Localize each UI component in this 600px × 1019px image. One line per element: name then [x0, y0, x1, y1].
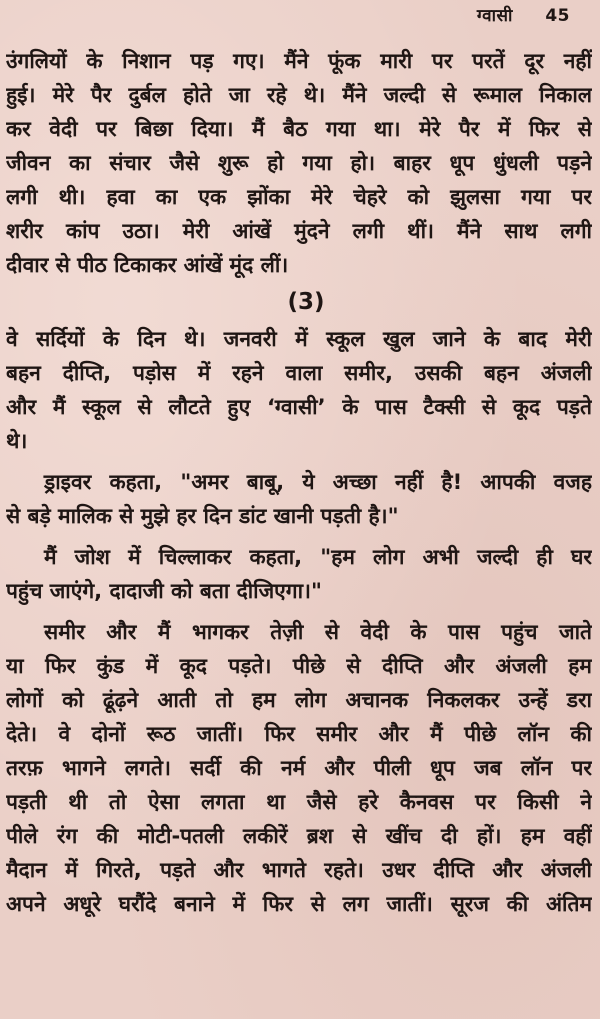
paragraph-gap [6, 458, 592, 465]
paragraph-2 [6, 322, 592, 458]
paragraph-3 [6, 465, 592, 533]
text-line: ड्राइवर कहता, "अमर बाबू, ये अच्छा नहीं है! आपकी वजह [44, 470, 592, 494]
text-line: देते। वे दोनों रूठ जातीं। फिर समीर और मैं पीछे लॉन की [6, 722, 592, 746]
page-body [6, 44, 592, 921]
page-header [477, 3, 570, 26]
text-line: बहन दीप्ति, पड़ोस में रहने वाला समीर, उसकी बहन अंजली [6, 361, 592, 385]
text-line: कर वेदी पर बिछा दिया। मैं बैठ गया था। मेरे पैर में फिर से [6, 117, 592, 141]
text-line: या फिर कुंड में कूद पड़ते। पीछे से दीप्ति और अंजली हम [6, 654, 592, 678]
paragraph-1 [6, 44, 592, 282]
page-number: 45 [545, 6, 570, 26]
text-line: उंगलियों के निशान पड़ गए। मैंने फूंक मारी पर परतें दूर नहीं [6, 49, 592, 73]
text-line: हुई। मेरे पैर दुर्बल होते जा रहे थे। मैंने जल्दी से रूमाल निकाल [6, 83, 592, 107]
paragraph-4 [6, 540, 592, 608]
text-line: वे सर्दियों के दिन थे। जनवरी में स्कूल खुल जाने के बाद मेरी [6, 327, 592, 351]
text-line: दीवार से पीठ टिकाकर आंखें मूंद लीं। [6, 253, 289, 277]
paragraph-gap [6, 608, 592, 615]
text-line: थे। [6, 429, 28, 453]
paragraph-gap [6, 533, 592, 540]
text-line: और मैं स्कूल से लौटते हुए ‘ग्वासी’ के पास टैक्सी से कूद पड़ते [6, 395, 592, 419]
running-title: ग्वासी [476, 6, 513, 26]
text-line: समीर और मैं भागकर तेज़ी से वेदी के पास पहुंच जाते [44, 620, 592, 644]
text-line: अपने अधूरे घरौंदे बनाने में फिर से लग जातीं। सूरज की अंतिम [6, 892, 592, 916]
text-line: मैं जोश में चिल्लाकर कहता, "हम लोग अभी जल्दी ही घर [44, 545, 592, 569]
paragraph-5 [6, 615, 592, 921]
text-line: लोगों को ढूंढ़ने आती तो हम लोग अचानक निकलकर उन्हें डरा [6, 688, 592, 712]
text-line: जीवन का संचार जैसे शुरू हो गया हो। बाहर धूप धुंधली पड़ने [6, 151, 592, 175]
text-line: शरीर कांप उठा। मेरी आंखें मुंदने लगी थीं। मैंने साथ लगी [6, 219, 592, 243]
section-number: (3) [287, 289, 325, 315]
text-line: मैदान में गिरते, पड़ते और भागते रहते। उधर दीप्ति और अंजली [6, 858, 592, 882]
text-line: से बड़े मालिक से मुझे हर दिन डांट खानी पड़ती है।" [6, 504, 399, 528]
text-line: पड़ती थी तो ऐसा लगता था जैसे हरे कैनवस पर किसी ने [6, 790, 592, 814]
text-line: पीले रंग की मोटी-पतली लकीरें ब्रश से खींच दी हों। हम वहीं [6, 824, 592, 848]
text-line: तरफ़ भागने लगते। सर्दी की नर्म और पीली धूप जब लॉन पर [6, 756, 592, 780]
text-line: पहुंच जाएंगे, दादाजी को बता दीजिएगा।" [6, 579, 322, 603]
text-line: लगी थी। हवा का एक झोंका मेरे चेहरे को झुलसा गया पर [6, 185, 592, 209]
